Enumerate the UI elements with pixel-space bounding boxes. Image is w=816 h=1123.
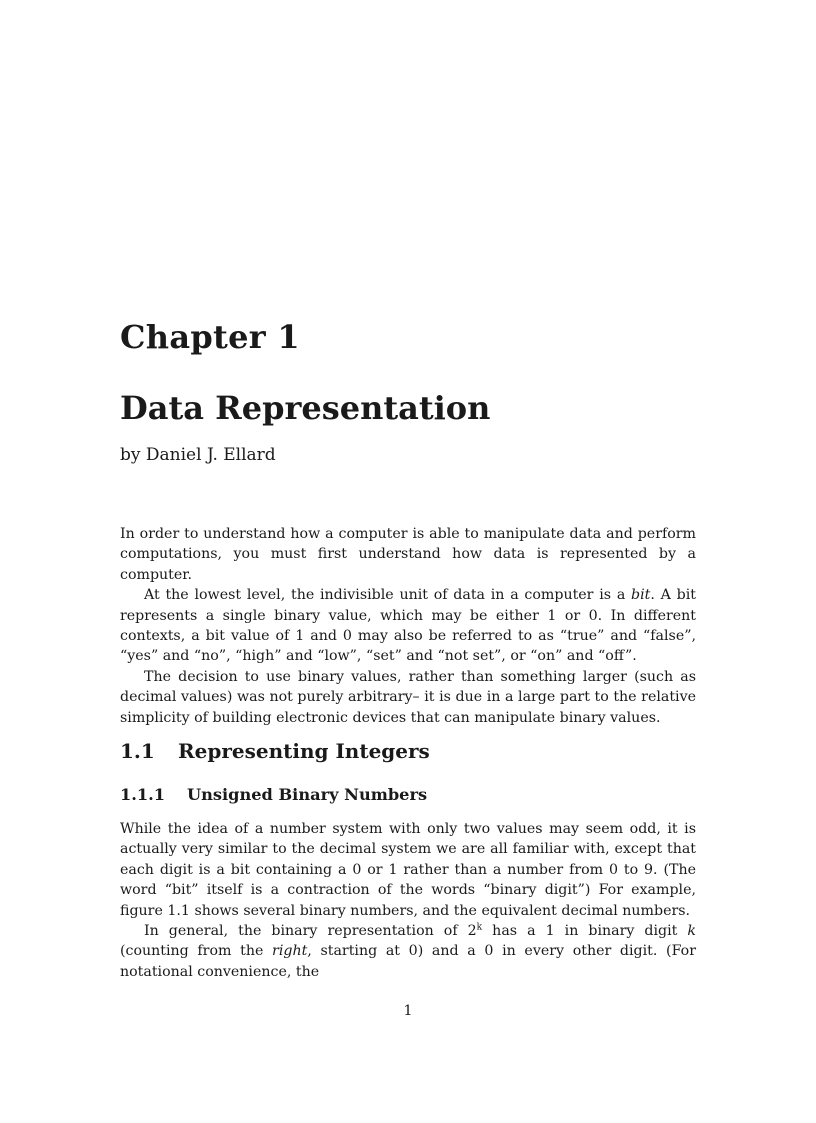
intro-paragraph-2 bbox=[120, 585, 696, 667]
body-p2-text-b: has a 1 in binary digit bbox=[482, 923, 688, 940]
section-number: 1.1 bbox=[120, 739, 155, 763]
author-byline: by Daniel J. Ellard bbox=[120, 445, 276, 465]
chapter-label: Chapter 1 bbox=[120, 318, 300, 356]
term-right: right bbox=[272, 943, 308, 960]
body-p2-text-a: In general, the binary representation of 2 bbox=[144, 923, 477, 940]
body-text bbox=[120, 819, 696, 982]
intro-paragraph-3: The decision to use binary values, rather than something larger (such as decimal values) was not purely arbitrary– it is due in a large part to the relative simplicity of building electronic devices that can manipulate binary values. bbox=[120, 668, 696, 726]
body-paragraph-2 bbox=[120, 921, 696, 982]
subsection-number: 1.1.1 bbox=[120, 785, 166, 804]
subsection-heading bbox=[120, 785, 427, 804]
intro-paragraph-1: In order to understand how a computer is able to manipulate data and perform computations, you must first understand how data is represented by a computer. bbox=[120, 526, 696, 583]
body-p2-text-d: , starting at 0) and a 0 in every other digit. (For notational convenience, the bbox=[120, 943, 696, 980]
section-title: Representing Integers bbox=[178, 739, 430, 763]
exponent-k: k bbox=[476, 922, 483, 933]
page-number: 1 bbox=[403, 1003, 413, 1019]
intro-text bbox=[120, 524, 696, 728]
chapter-title: Data Representation bbox=[120, 389, 491, 427]
body-paragraph-1: While the idea of a number system with only two values may seem odd, it is actually very similar to the decimal system we are all familiar with, except that each digit is a bit containing a 0 or 1 rather than a number from 0 to 9. (The word “bit” itself is a contraction of the words “binary digit”) For example, figure 1.1 shows several binary numbers, and the equivalent decimal numbers. bbox=[120, 821, 696, 919]
intro-p2-text-a: At the lowest level, the indivisible unit of data in a computer is a bbox=[144, 587, 632, 604]
term-bit: bit bbox=[631, 587, 651, 604]
section-heading bbox=[120, 739, 430, 763]
body-p2-text-c: (counting from the bbox=[120, 943, 273, 960]
subsection-title: Unsigned Binary Numbers bbox=[187, 785, 428, 804]
intro-p2-text-b: . A bit represents a single binary value, which may be either 1 or 0. In different contexts, a bit value of 1 and 0 may also be referred to as “true” and “false”, “yes” and “no”, “high” and “low”, “set” and “not set”, or “on” and “off”. bbox=[120, 587, 696, 665]
variable-k: k bbox=[687, 923, 697, 940]
